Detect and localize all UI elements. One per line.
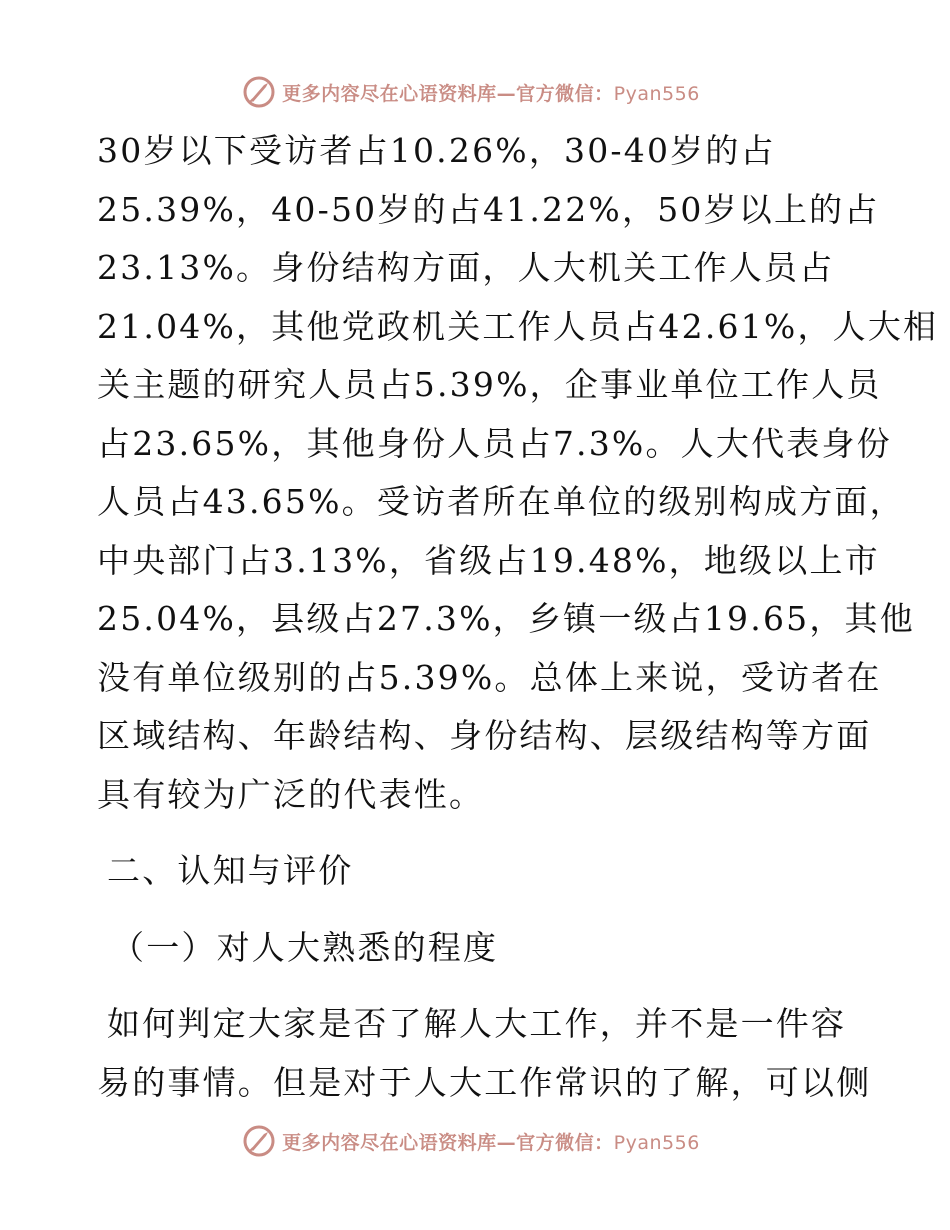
spacer bbox=[97, 977, 857, 995]
body-line: 易的事情。但是对于人大工作常识的了解，可以侧 bbox=[97, 1062, 872, 1102]
body-line: 占23.65%，其他身份人员占7.3%。人大代表身份 bbox=[97, 423, 892, 463]
subsection-heading-text: （一）对人大熟悉的程度 bbox=[111, 927, 499, 967]
body-line: 中央部门占3.13%，省级占19.48%，地级以上市 bbox=[97, 540, 880, 580]
body-line: 人员占43.65%。受访者所在单位的级别构成方面， bbox=[97, 482, 905, 521]
body-line: 没有单位级别的占5.39%。总体上来说，受访者在 bbox=[97, 657, 882, 697]
body-line: 30岁以下受访者占10.26%，30-40岁的占 bbox=[97, 131, 776, 170]
watermark-text bbox=[282, 79, 700, 106]
body-line: 25.04%，县级占27.3%，乡镇一级占19.65，其他 bbox=[97, 599, 915, 638]
closing-paragraph bbox=[97, 995, 872, 1112]
body-line: 如何判定大家是否了解人大工作，并不是一件容 bbox=[107, 1004, 847, 1043]
watermark-handle: Pyan556 bbox=[613, 82, 700, 105]
spacer bbox=[97, 901, 857, 919]
section-heading-text: 二、认知与评价 bbox=[107, 851, 354, 890]
watermark-label: 更多内容尽在心语资料库—官方微信： bbox=[282, 1131, 614, 1154]
watermark-text bbox=[282, 1128, 700, 1155]
feather-pen-logo-icon bbox=[242, 1124, 276, 1158]
body-line: 23.13%。身份结构方面，人大机关工作人员占 bbox=[97, 248, 835, 287]
section-heading bbox=[97, 842, 857, 901]
body-line: 具有较为广泛的代表性。 bbox=[97, 774, 485, 814]
body-line: 关主题的研究人员占5.39%，企事业单位工作人员 bbox=[97, 365, 882, 404]
watermark-handle: Pyan556 bbox=[613, 1131, 700, 1154]
watermark-footer bbox=[0, 1121, 950, 1161]
body-line: 25.39%，40-50岁的占41.22%，50岁以上的占 bbox=[97, 189, 880, 229]
watermark-header bbox=[0, 72, 950, 112]
document-body bbox=[97, 122, 939, 1112]
subsection-heading bbox=[97, 919, 857, 978]
spacer bbox=[97, 824, 857, 842]
watermark-label: 更多内容尽在心语资料库—官方微信： bbox=[282, 82, 614, 105]
feather-pen-logo-icon bbox=[242, 75, 276, 109]
body-line: 21.04%，其他党政机关工作人员占42.61%，人大相 bbox=[97, 306, 939, 346]
body-line: 区域结构、年龄结构、身份结构、层级结构等方面 bbox=[97, 716, 872, 755]
body-paragraph bbox=[97, 122, 939, 824]
